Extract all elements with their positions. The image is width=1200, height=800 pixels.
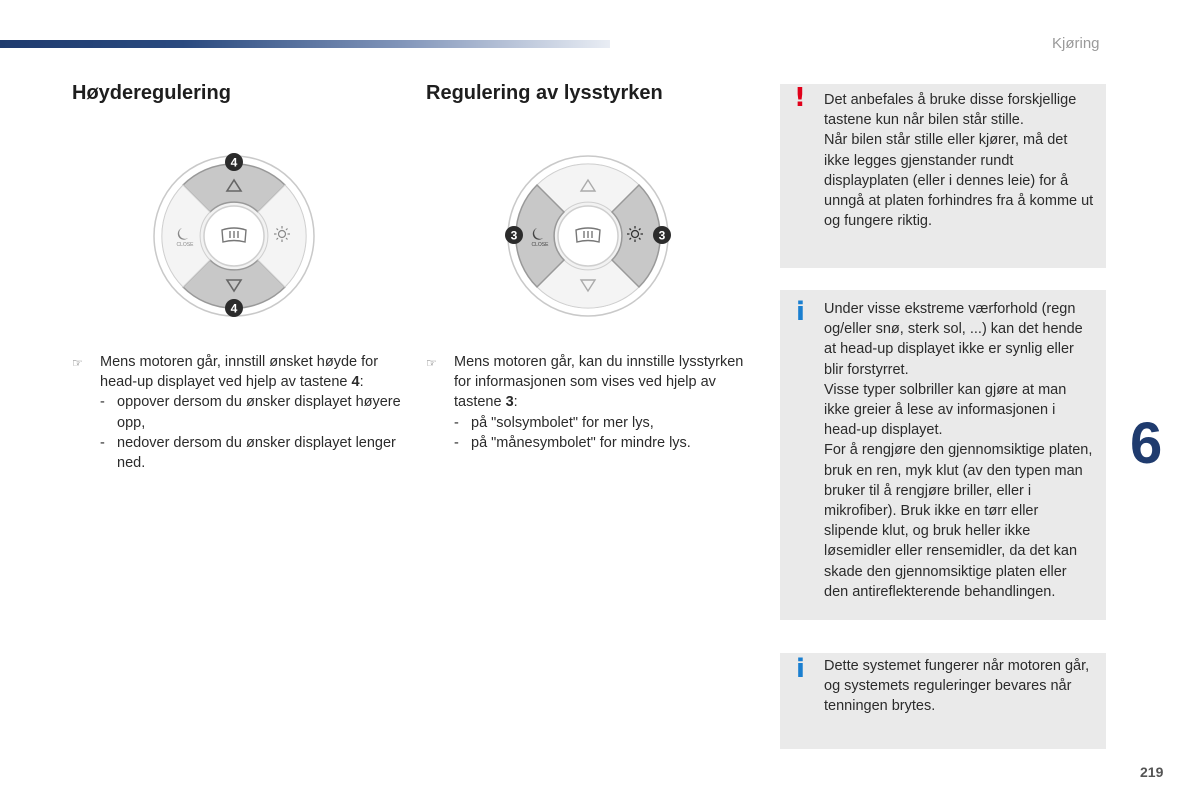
- list-item: - nedover dersom du ønsker displayet lenger ned.: [100, 434, 396, 472]
- svg-text:3: 3: [658, 228, 666, 243]
- page-number: 219: [1140, 764, 1164, 780]
- list-item: - på "månesymbolet" for mindre lys.: [454, 434, 691, 451]
- warning-note: [780, 84, 1106, 268]
- note-text: Dette systemet fungerer når motoren går, og systemets reguleringer bevares når tenningen brytes.: [824, 658, 1090, 715]
- brightness-control-diagram: [504, 152, 672, 320]
- close-label: CLOSE: [176, 242, 194, 248]
- heading-brightness-adjustment: Regulering av lysstyrken: [426, 82, 663, 104]
- svg-text:3: 3: [510, 228, 518, 243]
- note-text: For å rengjøre den gjennomsiktige platen, bruk en ren, myk klut (av den typen man bruker til å rengjøre briller, eller i mikrofiber). Bruk ikke en tørr eller slipende klut, og bruk heller ikke løsemidler eller rensemidler, da det kan skade den gjennomsiktige platen eller den antireflekterende behandlingen.: [824, 442, 1093, 600]
- note-text: Visse typer solbriller kan gjøre at man ikke greier å lese av informasjonen i head-up displayet.: [824, 381, 1067, 439]
- chapter-number: 6: [1130, 411, 1163, 476]
- callout-badge-left: [505, 226, 523, 244]
- header-gradient-bar: [0, 40, 610, 48]
- callout-badge-right: [653, 226, 671, 244]
- pointer-bullet-icon: ☞: [426, 356, 437, 370]
- instruction-paragraph: ☞ Mens motoren går, kan du innstille lysstyrken for informasjonen som vises ved hjelp av tastene 3:: [426, 354, 744, 411]
- callout-badge-bottom: [225, 299, 243, 317]
- svg-text:4: 4: [230, 301, 238, 316]
- close-label: CLOSE: [531, 242, 549, 248]
- pointer-bullet-icon: ☞: [72, 356, 83, 370]
- section-title: Kjøring: [1052, 35, 1100, 52]
- info-note-weather: [780, 290, 1106, 620]
- list-item: - oppover dersom du ønsker displayet høyere opp,: [100, 394, 401, 431]
- height-control-diagram: [150, 152, 318, 320]
- note-text: Det anbefales å bruke disse forskjellige tastene kun når bilen står stille.: [824, 92, 1077, 129]
- note-text: Når bilen står stille eller kjører, må det ikke legges gjenstander rundt displayplaten (eller i dennes leie) for å unngå at platen forhindres fra å komme ut og fungere riktig.: [824, 132, 1094, 230]
- instruction-paragraph: ☞ Mens motoren går, innstill ønsket høyde for head-up displayet ved hjelp av tastene 4:: [72, 354, 379, 391]
- heading-height-adjustment: Høyderegulering: [72, 82, 231, 104]
- list-item: - på "solsymbolet" for mer lys,: [454, 414, 654, 431]
- brightness-instructions: [426, 352, 756, 453]
- callout-badge-top: [225, 153, 243, 171]
- info-note-system: [780, 653, 1106, 749]
- note-text: Under visse ekstreme værforhold (regn og/eller snø, sterk sol, ...) kan det hende at head-up displayet ikke er synlig eller blir forstyrret.: [824, 301, 1083, 378]
- svg-text:4: 4: [230, 155, 238, 170]
- info-icon: i: [796, 654, 805, 684]
- info-icon: i: [796, 297, 805, 327]
- height-instructions: [72, 352, 402, 473]
- warning-icon: !: [794, 83, 806, 113]
